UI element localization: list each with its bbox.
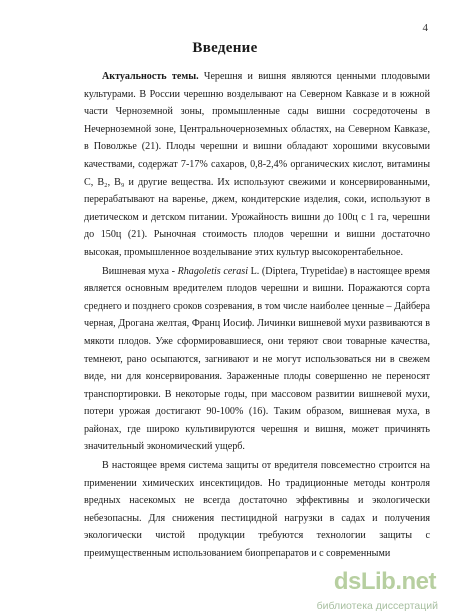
paragraph-text: Черешня и вишня являются ценными плодовыми культурами. В России черешню возделывают на Северном Кавказе и в южной части Черноземной зоны, промышленные сады вишни сосредоточены в Нечерноземной зоне, Центральночерноземных областях, на Северном Кавказе, в Поволжье (21). Плоды черешни и вишни обладают хорошими вкусовыми качествами, содержат 7-17% сахаров, 0,8-2,4% органических кислот, витамины С, В₂, В₉ и другие вещества. Их используют свежими и консервированными, перерабатывают на варенье, джем, кондитерские изделия, соки, используют в диетическом и детском питании. Урожайность вишни до 100ц с 1 га, черешни до 150ц (21). Рыночная стоимость плодов черешни и вишни достаточно высокая, промышленное возделывание этих культур высокорентабельное. [84,71,430,258]
paragraph-cherry-fly [84,263,430,457]
paragraph-relevance [84,68,430,262]
watermark-logo: dsLib.net [333,568,436,595]
paragraph-lead: Актуальность темы. [102,71,199,82]
watermark [282,568,442,612]
page-number: 4 [422,22,428,34]
paragraph-text-before: Вишневая муха - [102,265,178,277]
species-name: Rhagoletis cerasi [177,265,249,277]
body-text [84,68,430,563]
paragraph-text: В настоящее время система защиты от вредителя повсеместно строится на применении химических инсектицидов. Но традиционные методы контроля вредных насекомых не всегда достаточно эффективны и экологически небезопасны. Для снижения пестицидной нагрузки в садах и получения экологически чистой продукции требуются технологии защиты с преимущественным использованием биопрепаратов и с современными [84,460,430,560]
paragraph-text-after: L. (Diptera, Trypetidae) в настоящее время является основным вредителем плодов черешни и вишни. Поражаются сорта среднего и позднего сроков созревания, в том числе наиболее ценные – Дайбера черная, Дрогана желтая, Франц Иосиф. Личинки вишневой мухи развиваются в мякоти плодов. Уже сформировавшиеся, они теряют свои товарные качества, темнеют, рано осыпаются, загнивают и не могут использоваться ни в свежем виде, ни для консервирования. Зараженные плоды совершенно не переносят транспортировки. В некоторые годы, при массовом развитии вишневой мухи, потери урожая достигают 90-100% (16). Таким образом, вишневая муха, в районах, где широко культивируются черешня и вишня, может причинять значительный экономический ущерб. [84,265,430,453]
watermark-subtitle: библиотека диссертаций [316,600,438,612]
paragraph-protection [84,457,430,563]
page-title: Введение [192,40,258,56]
